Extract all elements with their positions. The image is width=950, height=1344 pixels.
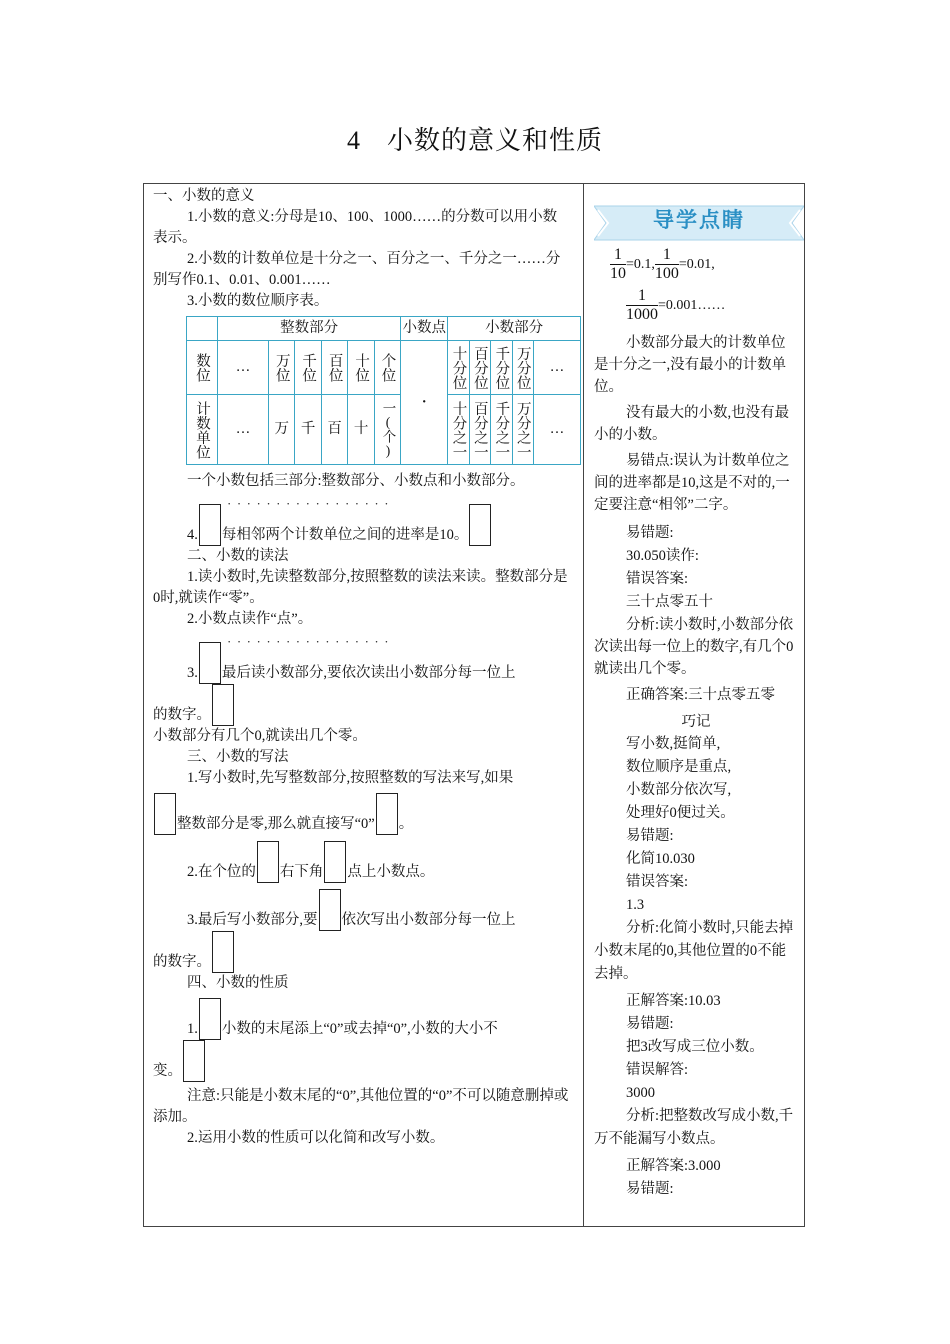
table-corner	[187, 317, 218, 341]
chapter-title: 小数的意义和性质	[386, 126, 603, 155]
s3-p1b-text: 整数部分是零,那么就直接写“0”	[177, 816, 375, 832]
error-3-analysis: 分析:把整数改写成小数,千万不能漏写小数点。	[594, 1108, 794, 1147]
s3-p2b-text: 右下角	[279, 864, 324, 880]
decimal-unit-cell: 十分之一	[448, 395, 469, 465]
s1-p5-text: 每相邻两个计数单位之间的进率是10。	[221, 527, 469, 543]
note-1: 小数部分最大的计数单位是十分之一,没有最小的计数单位。	[594, 335, 787, 395]
answer-box[interactable]	[257, 841, 279, 883]
section-4-heading: 四、小数的性质	[187, 975, 289, 991]
s3-paragraph-3c	[153, 931, 571, 973]
s2-p3-number: 3.	[187, 665, 198, 681]
chapter-number: 4	[346, 126, 361, 155]
ellipsis-cell: …	[218, 341, 269, 395]
emphasis-dots: ·················	[227, 634, 395, 649]
fraction-value: =0.01,	[678, 256, 715, 272]
s1-paragraph-2: 2.小数的计数单位是十分之一、百分之一、千分之一……分别写作0.1、0.01、0.001……	[153, 251, 561, 288]
header-integer-part: 整数部分	[218, 317, 401, 341]
row-label-place: 数位	[187, 341, 218, 395]
error-2-label: 易错题:	[626, 828, 674, 844]
answer-box[interactable]	[212, 684, 234, 726]
s2-paragraph-3	[153, 642, 571, 684]
place-cell: 十位	[348, 341, 374, 395]
error-4-label: 易错题:	[626, 1181, 674, 1197]
unit-cell: 十	[348, 395, 374, 465]
poem-line: 写小数,挺简单,	[626, 736, 721, 752]
fraction-value: =0.1,	[626, 256, 655, 272]
unit-cell: 千	[295, 395, 321, 465]
header-decimal-point: 小数点	[401, 317, 448, 341]
answer-box[interactable]	[212, 931, 234, 973]
fraction-line-1	[594, 246, 798, 283]
answer-box[interactable]	[319, 889, 341, 931]
decimal-point-cell: ·	[401, 341, 448, 465]
s3-p3c-text: 的数字。	[153, 954, 211, 970]
answer-box[interactable]	[154, 793, 176, 835]
s4-paragraph-1b	[153, 1040, 571, 1082]
poem-line: 小数部分依次写,	[626, 782, 732, 798]
page-title	[0, 120, 950, 157]
fraction-value: =0.001……	[658, 297, 726, 313]
error-2-analysis: 分析:化简小数时,只能去掉小数末尾的0,其他位置的0不能去掉。	[594, 920, 794, 982]
left-column	[153, 186, 571, 1149]
s2-paragraph-3b	[153, 684, 571, 726]
ellipsis-cell: …	[534, 395, 581, 465]
answer-box[interactable]	[199, 642, 221, 684]
decimal-unit-cell: 千分之一	[491, 395, 512, 465]
place-cell: 个位	[374, 341, 400, 395]
s2-p3-text: 最后读小数部分,要依次读出小数部分每一位上	[221, 665, 516, 681]
error-3-label: 易错题:	[626, 1016, 674, 1032]
s1-paragraph-5	[153, 504, 571, 546]
poem-line: 处理好0便过关。	[626, 805, 735, 821]
note-3: 易错点:误认为计数单位之间的进率都是10,这是不对的,一定要注意“相邻”二字。	[594, 453, 790, 513]
section-1-heading: 一、小数的意义	[153, 188, 255, 204]
fraction: $\frac{1}{10}$	[610, 246, 626, 282]
fraction: $\frac{1}{1000}$	[626, 287, 658, 323]
answer-box[interactable]	[199, 504, 221, 546]
decimal-place-cell: 千分位	[491, 341, 512, 395]
s2-paragraph-2: 2.小数点读作“点”。	[187, 611, 313, 627]
decimal-place-cell: 百分位	[469, 341, 490, 395]
unit-cell: 一(个)	[374, 395, 400, 465]
ellipsis-cell: …	[218, 395, 269, 465]
place-cell: 万位	[269, 341, 295, 395]
section-3-heading: 三、小数的写法	[187, 749, 289, 765]
s3-paragraph-1b	[153, 793, 571, 835]
error-3-question: 把3改写成三位小数。	[626, 1039, 764, 1055]
error-3-wrong-label: 错误解答:	[626, 1062, 689, 1078]
decimal-unit-cell: 万分之一	[512, 395, 533, 465]
header-decimal-part: 小数部分	[448, 317, 581, 341]
poem-line: 数位顺序是重点,	[626, 759, 732, 775]
s4-p1-text: 小数的末尾添上“0”或去掉“0”,小数的大小不	[221, 1021, 498, 1037]
poem-title: 巧记	[681, 714, 711, 730]
error-2-question: 化简10.030	[626, 851, 695, 867]
section-2-heading: 二、小数的读法	[187, 548, 289, 564]
s3-p2a-text: 2.在个位的	[187, 864, 256, 880]
column-divider	[583, 183, 584, 1227]
error-1-wrong-label: 错误答案:	[626, 571, 689, 587]
error-1-wrong: 三十点零五十	[626, 594, 713, 610]
place-cell: 千位	[295, 341, 321, 395]
s3-paragraph-3	[153, 889, 571, 931]
s2-p3b-text: 的数字。	[153, 707, 211, 723]
error-2-wrong-label: 错误答案:	[626, 874, 689, 890]
fraction-line-2	[594, 287, 798, 324]
s4-paragraph-1	[153, 998, 571, 1040]
error-2-right: 正解答案:10.03	[626, 993, 721, 1009]
error-1-right: 正确答案:三十点零五零	[626, 687, 776, 703]
fraction: $\frac{1}{100}$	[654, 246, 679, 282]
s3-paragraph-1: 1.写小数时,先写整数部分,按照整数的写法来写,如果	[187, 770, 514, 786]
decimal-place-cell: 万分位	[512, 341, 533, 395]
answer-box[interactable]	[324, 841, 346, 883]
s1-p5-number: 4.	[187, 527, 198, 543]
guide-banner	[594, 204, 804, 242]
emphasis-dots: ·················	[227, 496, 395, 511]
s1-paragraph-3: 3.小数的数位顺序表。	[187, 293, 329, 309]
s2-paragraph-1: 1.读小数时,先读整数部分,按照整数的读法来读。整数部分是0时,就读作“零”。	[153, 569, 568, 606]
row-label-unit: 计数单位	[187, 395, 218, 465]
ellipsis-cell: …	[534, 341, 581, 395]
decimal-unit-cell: 百分之一	[469, 395, 490, 465]
s2-paragraph-4: 小数部分有几个0,就读出几个零。	[153, 728, 367, 744]
s1-paragraph-4: 一个小数包括三部分:整数部分、小数点和小数部分。	[187, 473, 525, 489]
s4-p1-number: 1.	[187, 1021, 198, 1037]
error-1-label: 易错题:	[626, 525, 674, 541]
error-1-question: 30.050读作:	[626, 548, 699, 564]
decimal-place-cell: 十分位	[448, 341, 469, 395]
note-2: 没有最大的小数,也没有最小的小数。	[594, 405, 790, 443]
answer-box[interactable]	[469, 504, 491, 546]
banner-title: 导学点睛	[653, 208, 745, 232]
s3-p2c-text: 点上小数点。	[347, 864, 435, 880]
s4-paragraph-2: 2.运用小数的性质可以化简和改写小数。	[187, 1130, 445, 1146]
s1-paragraph-1: 1.小数的意义:分母是10、100、1000……的分数可以用小数表示。	[153, 209, 558, 246]
s3-p3a-text: 3.最后写小数部分,要	[187, 912, 318, 928]
s4-p1b-text: 变。	[153, 1063, 182, 1079]
error-3-wrong: 3000	[626, 1085, 655, 1101]
unit-cell: 百	[321, 395, 347, 465]
answer-box[interactable]	[199, 998, 221, 1040]
answer-box[interactable]	[183, 1040, 205, 1082]
s3-p3b-text: 依次写出小数部分每一位上	[341, 912, 516, 928]
place-cell: 百位	[321, 341, 347, 395]
right-column	[594, 204, 798, 1201]
place-value-table	[186, 316, 581, 465]
s4-note: 注意:只能是小数末尾的“0”,其他位置的“0”不可以随意删掉或添加。	[153, 1088, 569, 1125]
s3-p1c-text: 。	[398, 816, 414, 832]
error-1-analysis: 分析:读小数时,小数部分依次读出每一位上的数字,有几个0就读出几个零。	[594, 617, 794, 677]
s3-paragraph-2	[153, 841, 571, 883]
error-2-wrong: 1.3	[626, 897, 645, 913]
error-3-right: 正解答案:3.000	[626, 1158, 721, 1174]
unit-cell: 万	[269, 395, 295, 465]
answer-box[interactable]	[376, 793, 398, 835]
